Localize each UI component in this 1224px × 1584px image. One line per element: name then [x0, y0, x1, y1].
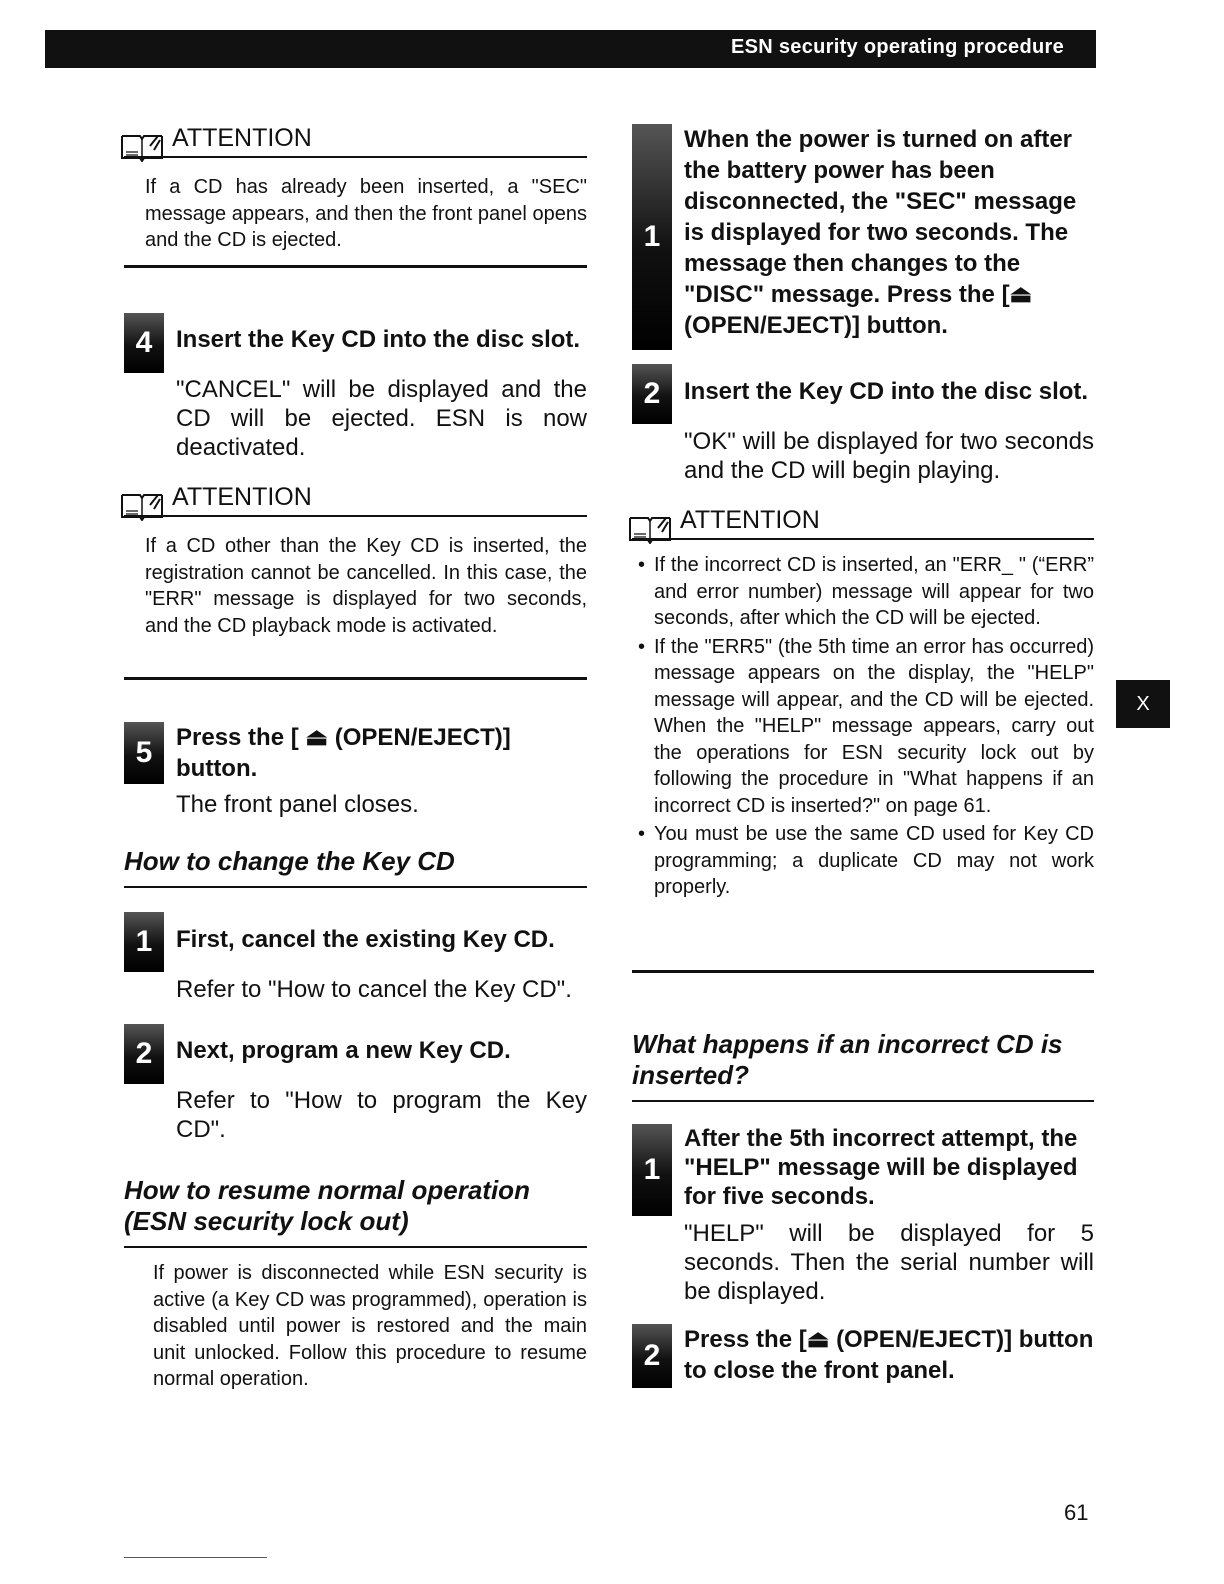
attention-label: ATTENTION: [172, 124, 312, 152]
step-badge: 2: [124, 1024, 164, 1084]
step-title: When the power is turned on after the battery power has been disconnected, the "SEC" message is displayed for two seconds. The message then changes to the "DISC" message. Press the [⏏ (OPEN/EJECT)] button.: [684, 126, 1077, 339]
resume-text: If power is disconnected while ESN security is active (a Key CD was programmed), operation is disabled until power is restored and the main unit unlocked. Follow this procedure to resume normal operation.: [153, 1262, 587, 1390]
step-title: Press the [⏏ (OPEN/EJECT)] button to close the front panel.: [684, 1326, 1094, 1384]
header-bar: [45, 30, 1096, 68]
step-badge: 1: [632, 1124, 672, 1216]
attention-list: [632, 552, 1094, 901]
incorrect-step-1: [632, 1124, 1094, 1306]
note-book-icon: [628, 512, 674, 544]
step-badge: 2: [632, 1324, 672, 1388]
note-book-icon: [120, 130, 166, 162]
header-title: ESN security operating procedure: [730, 36, 1064, 58]
attention-label: ATTENTION: [172, 483, 312, 511]
attention-text: If a CD other than the Key CD is inserted, the registration cannot be cancelled. In this case, the "ERR" message is displayed for two seconds, and the CD playback mode is activated.: [145, 535, 587, 637]
list-item: • You must be use the same CD used for Key CD programming; a duplicate CD may not work properly.: [632, 821, 1094, 901]
section-title: What happens if an incorrect CD is inserted?: [632, 1029, 1094, 1102]
footer-rule: [124, 1557, 267, 1558]
step-badge: 4: [124, 313, 164, 373]
step-4: [124, 313, 587, 462]
incorrect-step-2: [632, 1324, 1094, 1386]
change-step-2: [124, 1024, 587, 1144]
step-title: Press the [ ⏏ (OPEN/EJECT)] button.: [176, 724, 511, 782]
step-description: Refer to "How to cancel the Key CD".: [176, 976, 572, 1003]
step-title: First, cancel the existing Key CD.: [176, 926, 555, 953]
right-step-1: [632, 124, 1094, 341]
divider: [124, 265, 587, 268]
divider: [632, 970, 1094, 973]
step-description: Refer to "How to program the Key CD".: [176, 1087, 587, 1143]
attention-text: [632, 540, 1094, 901]
note-book-icon: [120, 489, 166, 521]
attention-label: ATTENTION: [680, 506, 820, 534]
step-badge: 2: [632, 364, 672, 424]
attention-header: [632, 506, 1094, 540]
step-badge: 5: [124, 722, 164, 784]
step-badge: 1: [124, 912, 164, 972]
attention-box: [124, 483, 587, 639]
attention-header: [124, 483, 587, 517]
step-title: Insert the Key CD into the disc slot.: [176, 326, 581, 353]
attention-text: If a CD has already been inserted, a "SEC" message appears, and then the front panel opens and the CD is ejected.: [145, 176, 587, 251]
step-title: Insert the Key CD into the disc slot.: [684, 378, 1089, 405]
right-step-2: [632, 364, 1094, 485]
section-title: How to resume normal operation (ESN security lock out): [124, 1175, 587, 1248]
attention-box: [632, 506, 1094, 903]
list-item: • If the "ERR5" (the 5th time an error has occurred) message appears on the display, the "HELP" message will appear, and the CD will be ejected. When the "HELP" message appears, carry out the operations for ESN security lock out by following the procedure in "What happens if an incorrect CD is inserted?" on page 61.: [632, 634, 1094, 820]
step-description: "HELP" will be displayed for 5 seconds. Then the serial number will be displayed.: [684, 1220, 1094, 1305]
step-description: "CANCEL" will be displayed and the CD will be ejected. ESN is now deactivated.: [176, 376, 587, 461]
page-number: 61: [1064, 1500, 1089, 1525]
chapter-tab: X: [1116, 680, 1170, 728]
attention-header: [124, 124, 587, 158]
attention-box: [124, 124, 587, 254]
change-step-1: [124, 912, 587, 1004]
list-item: • If the incorrect CD is inserted, an "ERR_ " (“ERR” and error number) message will appear for two seconds, after which the CD will be ejected.: [632, 552, 1094, 632]
divider: [124, 677, 587, 680]
step-description: The front panel closes.: [176, 791, 419, 818]
step-title: After the 5th incorrect attempt, the "HELP" message will be displayed for five seconds.: [684, 1125, 1078, 1210]
step-badge: 1: [632, 124, 672, 350]
section-title: How to change the Key CD: [124, 846, 587, 888]
step-title: Next, program a new Key CD.: [176, 1037, 511, 1064]
step-5: [124, 722, 587, 819]
step-description: "OK" will be displayed for two seconds and the CD will begin playing.: [684, 428, 1094, 484]
